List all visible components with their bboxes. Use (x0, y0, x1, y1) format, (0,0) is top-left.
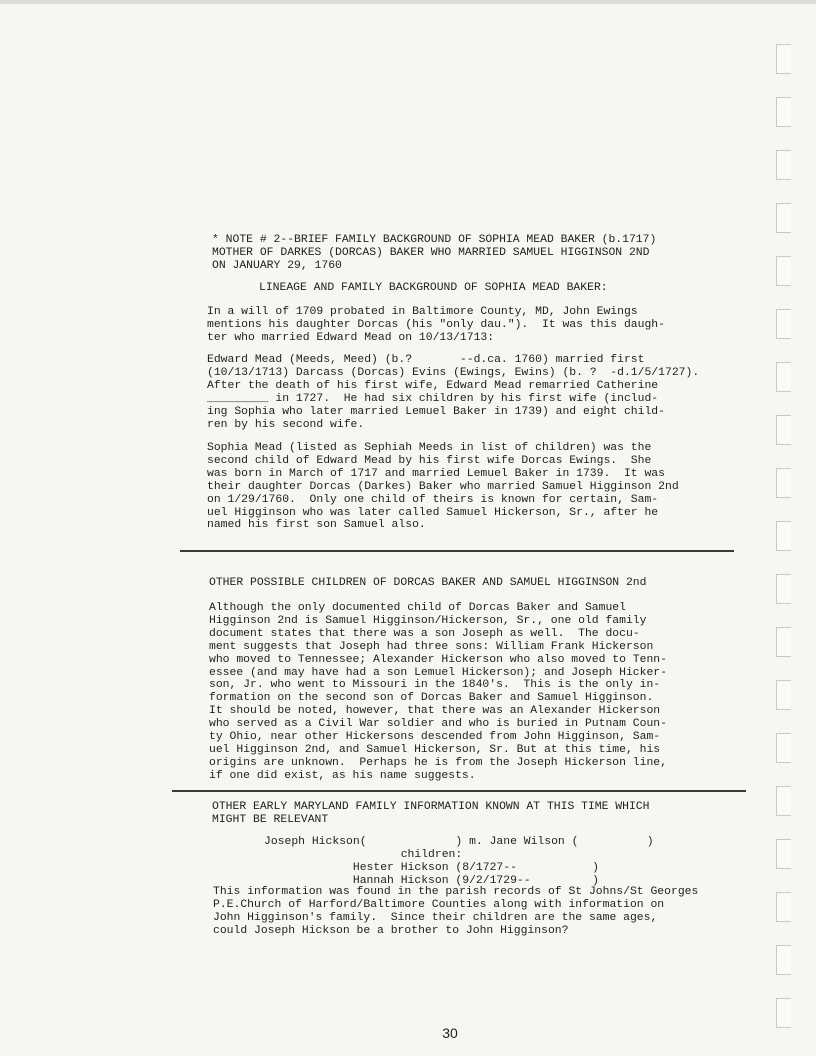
lineage-title: LINEAGE AND FAMILY BACKGROUND OF SOPHIA MEAD BAKER: (259, 282, 608, 294)
family-record (264, 836, 654, 888)
binder-tab (776, 415, 791, 445)
binder-tabs (776, 30, 796, 1030)
text-line: could Joseph Hickson be a brother to John Higginson? (213, 924, 569, 937)
binder-tab (776, 998, 791, 1028)
text-line: who served as a Civil War soldier and who is buried in Putnam Coun- (209, 718, 667, 731)
note-header (212, 234, 656, 273)
text-line: origins are unknown. Perhaps he is from the Joseph Hickerson line, (209, 756, 667, 769)
text-line: OTHER EARLY MARYLAND FAMILY INFORMATION KNOWN AT THIS TIME WHICH (212, 801, 650, 813)
text-line: second child of Edward Mead by his first wife Dorcas Ewings. She (207, 454, 652, 467)
binder-tab (776, 839, 791, 869)
text-line: (10/13/1713) Darcass (Dorcas) Evins (Ewings, Ewins) (b. ? -d.1/5/1727). (207, 366, 700, 379)
text-line: uel Higginson who was later called Samuel Hickerson, Sr., after he (207, 506, 659, 519)
binder-tab (776, 362, 791, 392)
binder-tab (776, 150, 791, 180)
text-line: _________ in 1727. He had six children by his first wife (includ- (207, 392, 659, 405)
paragraph-sophia-mead (207, 442, 679, 532)
text-line: MOTHER OF DARKES (DORCAS) BAKER WHO MARRIED SAMUEL HIGGINSON 2ND (212, 246, 650, 259)
binder-tab (776, 680, 791, 710)
text-line: named his first son Samuel also. (207, 519, 426, 532)
paragraph-parish-records (213, 886, 698, 938)
text-line: formation on the second son of Dorcas Baker and Samuel Higginson. (209, 692, 654, 705)
binder-tab (776, 309, 791, 339)
text-line: children: (264, 848, 463, 861)
text-line: mentions his daughter Dorcas (his "only dau."). It was this daugh- (207, 318, 665, 331)
text-line: on 1/29/1760. Only one child of theirs is known for certain, Sam- (207, 493, 659, 506)
text-line: ter who married Edward Mead on 10/13/1713: (207, 331, 495, 344)
binder-tab (776, 468, 791, 498)
text-line: It should be noted, however, that there was an Alexander Hickerson (209, 705, 661, 718)
text-line: son, Jr. who went to Missouri in the 1840's. This is the only in- (209, 679, 661, 692)
page-number: 30 (442, 1025, 458, 1041)
text-line: ON JANUARY 29, 1760 (212, 259, 342, 272)
section-divider (172, 790, 746, 792)
binder-tab (776, 44, 791, 74)
text-line: who moved to Tennessee; Alexander Hickerson who also moved to Tenn- (209, 653, 667, 666)
text-line: * NOTE # 2--BRIEF FAMILY BACKGROUND OF SOPHIA MEAD BAKER (b.1717) (212, 234, 657, 246)
text-line: In a will of 1709 probated in Baltimore County, MD, John Ewings (207, 306, 638, 318)
binder-tab (776, 627, 791, 657)
section2-title: OTHER POSSIBLE CHILDREN OF DORCAS BAKER AND SAMUEL HIGGINSON 2nd (209, 577, 647, 589)
text-line: P.E.Church of Harford/Baltimore Counties along with information on (213, 898, 665, 911)
section-divider (180, 550, 734, 552)
text-line: ty Ohio, near other Hickersons descended from John Higginson, Sam- (209, 731, 661, 744)
text-line: their daughter Dorcas (Darkes) Baker who married Samuel Higginson 2nd (207, 480, 679, 493)
paragraph-possible-children (209, 602, 667, 783)
binder-tab (776, 733, 791, 763)
text-line: ing Sophia who later married Lemuel Baker in 1739) and eight child- (207, 405, 665, 418)
text-line: Sophia Mead (listed as Sephiah Meeds in list of children) was the (207, 442, 652, 454)
text-line: This information was found in the parish records of St Johns/St Georges (213, 886, 699, 898)
binder-tab (776, 892, 791, 922)
binder-tab (776, 574, 791, 604)
text-line: Higginson 2nd is Samuel Higginson/Hickerson, Sr., one old family (209, 614, 647, 627)
text-line: Hester Hickson (8/1727-- ) (264, 861, 599, 874)
text-line: was born in March of 1717 and married Lemuel Baker in 1739. It was (207, 467, 665, 480)
binder-tab (776, 256, 791, 286)
text-line: Edward Mead (Meeds, Meed) (b.? --d.ca. 1760) married first (207, 354, 645, 366)
text-line: ment suggests that Joseph had three sons: William Frank Hickerson (209, 640, 654, 653)
text-line: document states that there was a son Joseph as well. The docu- (209, 627, 640, 640)
text-line: Joseph Hickson( ) m. Jane Wilson ( ) (264, 836, 654, 848)
text-line: Hannah Hickson (9/2/1729-- ) (264, 874, 599, 887)
binder-tab (776, 97, 791, 127)
binder-tab (776, 786, 791, 816)
text-line: Although the only documented child of Dorcas Baker and Samuel (209, 602, 626, 614)
text-line: if one did exist, as his name suggests. (209, 769, 476, 782)
text-line: uel Higginson 2nd, and Samuel Hickerson, Sr. But at this time, his (209, 743, 661, 756)
paragraph-edward-mead (207, 354, 699, 431)
text-line: ren by his second wife. (207, 418, 365, 431)
text-line: essee (and may have had a son Lemuel Hickerson); and Joseph Hicker- (209, 666, 667, 679)
paragraph-ewings-will (207, 306, 665, 345)
binder-tab (776, 521, 791, 551)
text-line: After the death of his first wife, Edward Mead remarried Catherine (207, 379, 659, 392)
text-line: John Higginson's family. Since their children are the same ages, (213, 911, 658, 924)
binder-tab (776, 203, 791, 233)
text-line: MIGHT BE RELEVANT (212, 813, 329, 826)
page-top-edge (0, 0, 816, 4)
section3-title (212, 801, 649, 827)
binder-tab (776, 945, 791, 975)
